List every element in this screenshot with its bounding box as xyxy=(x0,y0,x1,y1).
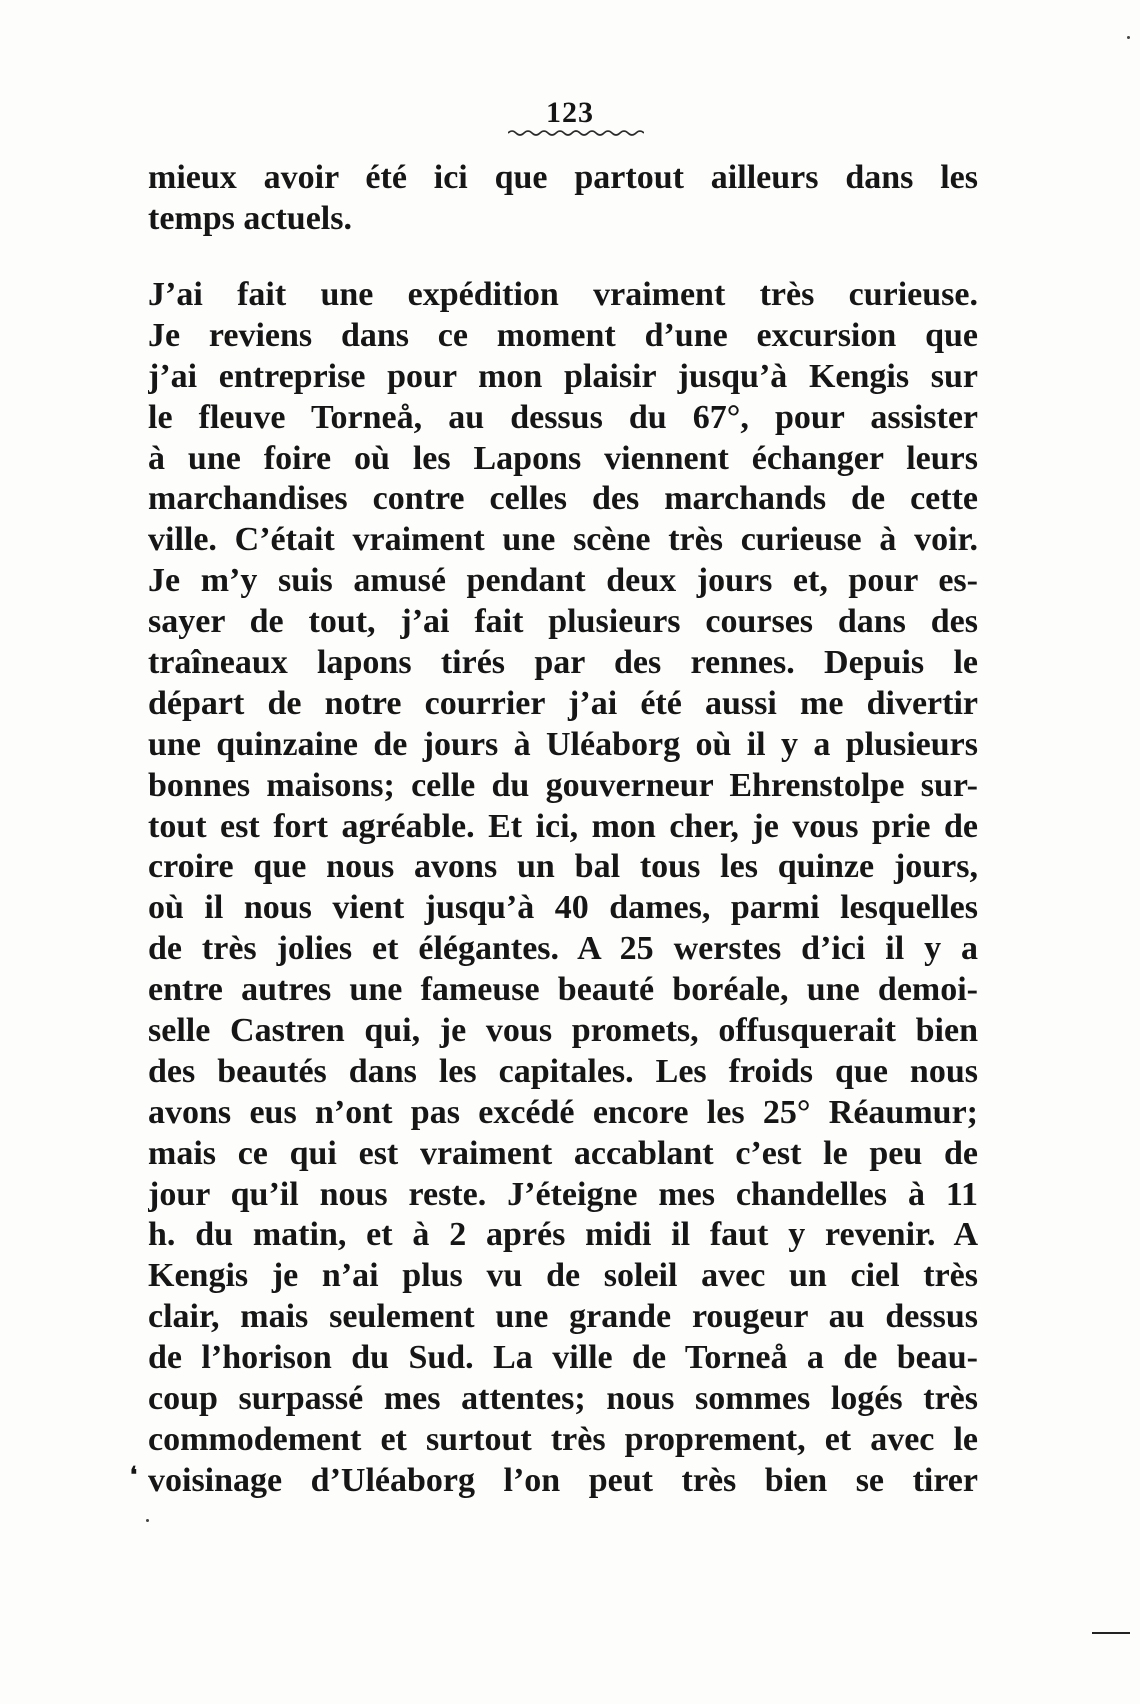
margin-mark: ❛ xyxy=(130,1462,138,1487)
text-line-content: J’ai fait une expédition vraiment très curieuse. xyxy=(148,276,978,313)
text-line xyxy=(148,929,978,970)
text-line xyxy=(148,1175,978,1216)
text-line-content: jour qu’il nous reste. J’éteigne mes chandelles à 11 xyxy=(148,1175,978,1213)
text-line xyxy=(148,888,978,929)
text-line-content: mieux avoir été ici que partout ailleurs dans les xyxy=(148,159,978,196)
text-line-content: départ de notre courrier j’ai été aussi me divertir xyxy=(148,684,978,722)
text-line xyxy=(148,1420,978,1461)
text-line-content: voisinage d’Uléaborg l’on peut très bien se tirer xyxy=(148,1461,978,1499)
text-line-content: bonnes maisons; celle du gouverneur Ehrenstolpe sur- xyxy=(148,766,978,804)
text-line xyxy=(148,1297,978,1338)
text-line xyxy=(148,1338,978,1379)
text-line-content: temps actuels. xyxy=(148,199,352,237)
corner-dash xyxy=(1092,1632,1130,1634)
text-line xyxy=(148,561,978,602)
text-line-content: coup surpassé mes attentes; nous sommes logés très xyxy=(148,1380,978,1418)
text-line xyxy=(148,602,978,643)
text-line xyxy=(148,1215,978,1256)
text-line-content: à une foire où les Lapons viennent échanger leurs xyxy=(148,439,978,477)
paper-speck xyxy=(146,1519,149,1522)
text-line-content: croire que nous avons un bal tous les quinze jours, xyxy=(148,848,978,886)
text-line-content: de très jolies et élégantes. A 25 werstes d’ici il y a xyxy=(148,930,978,968)
text-line xyxy=(148,479,978,520)
text-line xyxy=(148,807,978,848)
text-line-content: j’ai entreprise pour mon plaisir jusqu’à Kengis sur xyxy=(148,357,978,395)
text-line-content: Kengis je n’ai plus vu de soleil avec un ciel très xyxy=(148,1257,978,1295)
paragraph-1 xyxy=(148,158,978,240)
text-line-content: selle Castren qui, je vous promets, offusquerait bien xyxy=(148,1012,978,1050)
text-line xyxy=(148,357,978,398)
text-line-content: mais ce qui est vraiment accablant c’est le peu de xyxy=(148,1134,978,1172)
text-line xyxy=(148,1052,978,1093)
text-line xyxy=(148,643,978,684)
text-line xyxy=(148,316,978,357)
text-line-content: le fleuve Torneå, au dessus du 67°, pour assister xyxy=(148,398,978,436)
text-line-content: tout est fort agréable. Et ici, mon cher, je vous prie de xyxy=(148,807,978,845)
text-line xyxy=(148,1256,978,1297)
text-line xyxy=(148,1134,978,1175)
text-line xyxy=(148,847,978,888)
text-line-content: de l’horison du Sud. La ville de Torneå a de beau- xyxy=(148,1339,978,1377)
text-line-content: h. du matin, et à 2 aprés midi il faut y revenir. A xyxy=(148,1216,978,1254)
text-line xyxy=(148,199,978,240)
text-line xyxy=(148,1011,978,1052)
text-line xyxy=(148,158,978,199)
text-line xyxy=(148,275,978,316)
text-line-content: marchandises contre celles des marchands de cette xyxy=(148,480,978,518)
text-line-content: une quinzaine de jours à Uléaborg où il y a plusieurs xyxy=(148,725,978,763)
text-line-content: des beautés dans les capitales. Les froids que nous xyxy=(148,1052,978,1090)
wavy-rule-ornament xyxy=(508,128,644,138)
text-line xyxy=(148,398,978,439)
text-line-content: ville. C’était vraiment une scène très curieuse à voir. xyxy=(148,521,978,559)
text-line xyxy=(148,520,978,561)
text-line xyxy=(148,766,978,807)
text-line-content: traîneaux lapons tirés par des rennes. Depuis le xyxy=(148,644,978,682)
paragraph-2 xyxy=(148,275,978,1502)
text-line-content: clair, mais seulement une grande rougeur au dessus xyxy=(148,1298,978,1336)
text-line-content: Je reviens dans ce moment d’une excursion que xyxy=(148,316,978,354)
text-line xyxy=(148,1379,978,1420)
text-line-content: entre autres une fameuse beauté boréale, une demoi- xyxy=(148,971,978,1009)
text-line-content: Je m’y suis amusé pendant deux jours et, pour es- xyxy=(148,562,978,600)
text-line-content: avons eus n’ont pas excédé encore les 25° Réaumur; xyxy=(148,1093,978,1131)
text-line xyxy=(148,1093,978,1134)
text-line-content: commodement et surtout très proprement, et avec le xyxy=(148,1420,978,1458)
text-line-content: où il nous vient jusqu’à 40 dames, parmi lesquelles xyxy=(148,889,978,927)
page-number: 123 xyxy=(546,96,594,129)
text-line xyxy=(148,1461,978,1502)
text-line-content: sayer de tout, j’ai fait plusieurs courses dans des xyxy=(148,603,978,641)
text-line xyxy=(148,725,978,766)
text-line xyxy=(148,439,978,480)
text-line xyxy=(148,970,978,1011)
text-line xyxy=(148,684,978,725)
paper-speck xyxy=(1127,36,1130,39)
